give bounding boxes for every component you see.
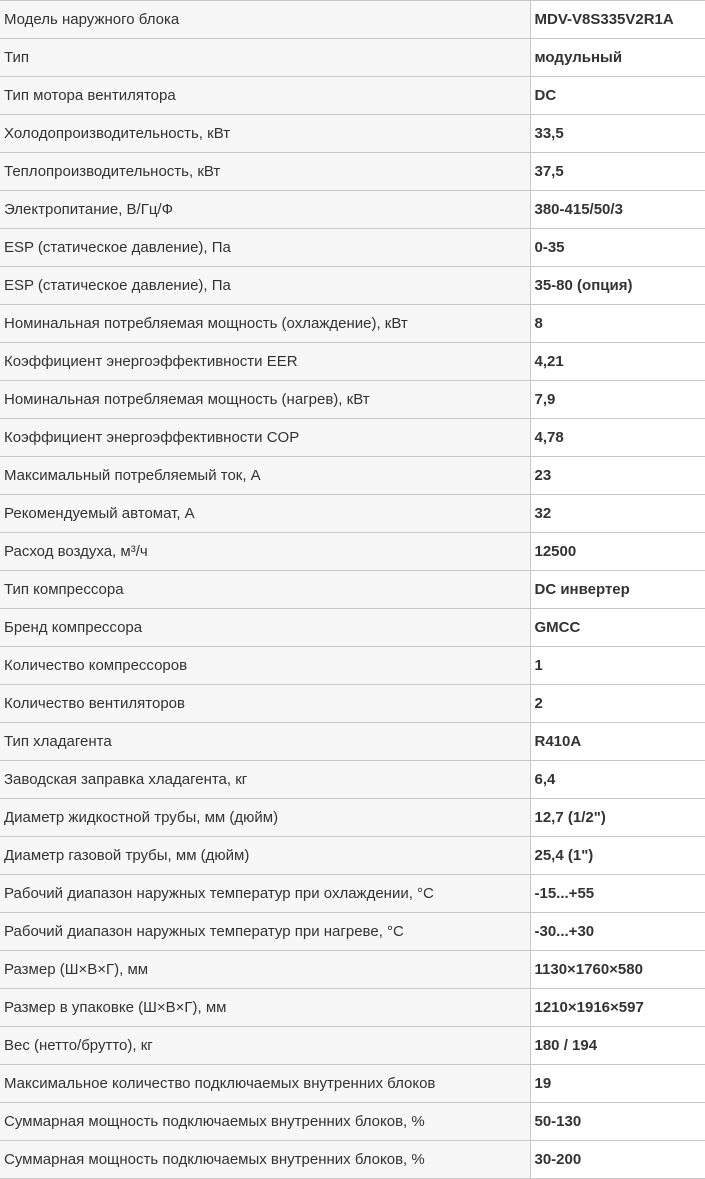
spec-label: Рабочий диапазон наружных температур при нагреве, °С bbox=[0, 913, 530, 951]
spec-label: Количество компрессоров bbox=[0, 647, 530, 685]
spec-row bbox=[0, 875, 705, 913]
spec-row bbox=[0, 77, 705, 115]
spec-value: модульный bbox=[530, 39, 705, 77]
spec-value: 380-415/50/3 bbox=[530, 191, 705, 229]
spec-label: ESP (статическое давление), Па bbox=[0, 229, 530, 267]
spec-row bbox=[0, 533, 705, 571]
spec-label: Тип мотора вентилятора bbox=[0, 77, 530, 115]
spec-label: Рабочий диапазон наружных температур при охлаждении, °С bbox=[0, 875, 530, 913]
spec-value: 0-35 bbox=[530, 229, 705, 267]
spec-row bbox=[0, 913, 705, 951]
spec-value: DC bbox=[530, 77, 705, 115]
spec-label: Диаметр жидкостной трубы, мм (дюйм) bbox=[0, 799, 530, 837]
spec-value: GMCC bbox=[530, 609, 705, 647]
spec-row bbox=[0, 457, 705, 495]
spec-value: 180 / 194 bbox=[530, 1027, 705, 1065]
spec-label: Расход воздуха, м³/ч bbox=[0, 533, 530, 571]
spec-row bbox=[0, 39, 705, 77]
spec-value: 1130×1760×580 bbox=[530, 951, 705, 989]
spec-label: Заводская заправка хладагента, кг bbox=[0, 761, 530, 799]
spec-label: Тип компрессора bbox=[0, 571, 530, 609]
spec-row bbox=[0, 305, 705, 343]
spec-label: Вес (нетто/брутто), кг bbox=[0, 1027, 530, 1065]
spec-row bbox=[0, 1103, 705, 1141]
spec-value: 50-130 bbox=[530, 1103, 705, 1141]
spec-label: Коэффициент энергоэффективности EER bbox=[0, 343, 530, 381]
spec-label: Холодопроизводительность, кВт bbox=[0, 115, 530, 153]
spec-row bbox=[0, 381, 705, 419]
spec-value: DC инвертер bbox=[530, 571, 705, 609]
spec-row bbox=[0, 419, 705, 457]
spec-value: 33,5 bbox=[530, 115, 705, 153]
spec-label: Тип хладагента bbox=[0, 723, 530, 761]
spec-value: 7,9 bbox=[530, 381, 705, 419]
spec-value: 30-200 bbox=[530, 1141, 705, 1179]
spec-row bbox=[0, 229, 705, 267]
spec-value: 8 bbox=[530, 305, 705, 343]
spec-label: Электропитание, В/Гц/Ф bbox=[0, 191, 530, 229]
spec-label: Бренд компрессора bbox=[0, 609, 530, 647]
spec-row bbox=[0, 191, 705, 229]
spec-row bbox=[0, 495, 705, 533]
spec-row bbox=[0, 115, 705, 153]
spec-value: -15...+55 bbox=[530, 875, 705, 913]
spec-row bbox=[0, 343, 705, 381]
spec-value: 4,78 bbox=[530, 419, 705, 457]
spec-value: 12500 bbox=[530, 533, 705, 571]
spec-row bbox=[0, 1065, 705, 1103]
spec-label: Рекомендуемый автомат, А bbox=[0, 495, 530, 533]
spec-value: 23 bbox=[530, 457, 705, 495]
spec-label: Размер в упаковке (Ш×В×Г), мм bbox=[0, 989, 530, 1027]
spec-row bbox=[0, 685, 705, 723]
spec-label: Максимальный потребляемый ток, А bbox=[0, 457, 530, 495]
spec-label: Модель наружного блока bbox=[0, 1, 530, 39]
spec-value: 12,7 (1/2") bbox=[530, 799, 705, 837]
spec-value: 35-80 (опция) bbox=[530, 267, 705, 305]
spec-row bbox=[0, 1141, 705, 1179]
spec-row bbox=[0, 609, 705, 647]
spec-value: 4,21 bbox=[530, 343, 705, 381]
spec-label: Номинальная потребляемая мощность (нагрев), кВт bbox=[0, 381, 530, 419]
specifications-table-body bbox=[0, 1, 705, 1179]
spec-value: 1 bbox=[530, 647, 705, 685]
spec-value: 25,4 (1") bbox=[530, 837, 705, 875]
spec-row bbox=[0, 153, 705, 191]
spec-row bbox=[0, 1027, 705, 1065]
spec-row bbox=[0, 1, 705, 39]
spec-row bbox=[0, 837, 705, 875]
spec-label: Коэффициент энергоэффективности COP bbox=[0, 419, 530, 457]
spec-label: ESP (статическое давление), Па bbox=[0, 267, 530, 305]
spec-value: 37,5 bbox=[530, 153, 705, 191]
spec-label: Суммарная мощность подключаемых внутренних блоков, % bbox=[0, 1141, 530, 1179]
spec-label: Диаметр газовой трубы, мм (дюйм) bbox=[0, 837, 530, 875]
spec-value: 32 bbox=[530, 495, 705, 533]
spec-label: Тип bbox=[0, 39, 530, 77]
spec-label: Количество вентиляторов bbox=[0, 685, 530, 723]
spec-row bbox=[0, 723, 705, 761]
spec-value: -30...+30 bbox=[530, 913, 705, 951]
spec-row bbox=[0, 761, 705, 799]
spec-value: R410A bbox=[530, 723, 705, 761]
spec-label: Суммарная мощность подключаемых внутренних блоков, % bbox=[0, 1103, 530, 1141]
spec-row bbox=[0, 647, 705, 685]
spec-row bbox=[0, 989, 705, 1027]
spec-value: 2 bbox=[530, 685, 705, 723]
spec-value: 19 bbox=[530, 1065, 705, 1103]
spec-value: 6,4 bbox=[530, 761, 705, 799]
spec-row bbox=[0, 799, 705, 837]
spec-value: 1210×1916×597 bbox=[530, 989, 705, 1027]
spec-label: Размер (Ш×В×Г), мм bbox=[0, 951, 530, 989]
spec-label: Максимальное количество подключаемых внутренних блоков bbox=[0, 1065, 530, 1103]
spec-value: MDV-V8S335V2R1A bbox=[530, 1, 705, 39]
spec-row bbox=[0, 951, 705, 989]
spec-label: Номинальная потребляемая мощность (охлаждение), кВт bbox=[0, 305, 530, 343]
spec-row bbox=[0, 571, 705, 609]
spec-row bbox=[0, 267, 705, 305]
spec-label: Теплопроизводительность, кВт bbox=[0, 153, 530, 191]
